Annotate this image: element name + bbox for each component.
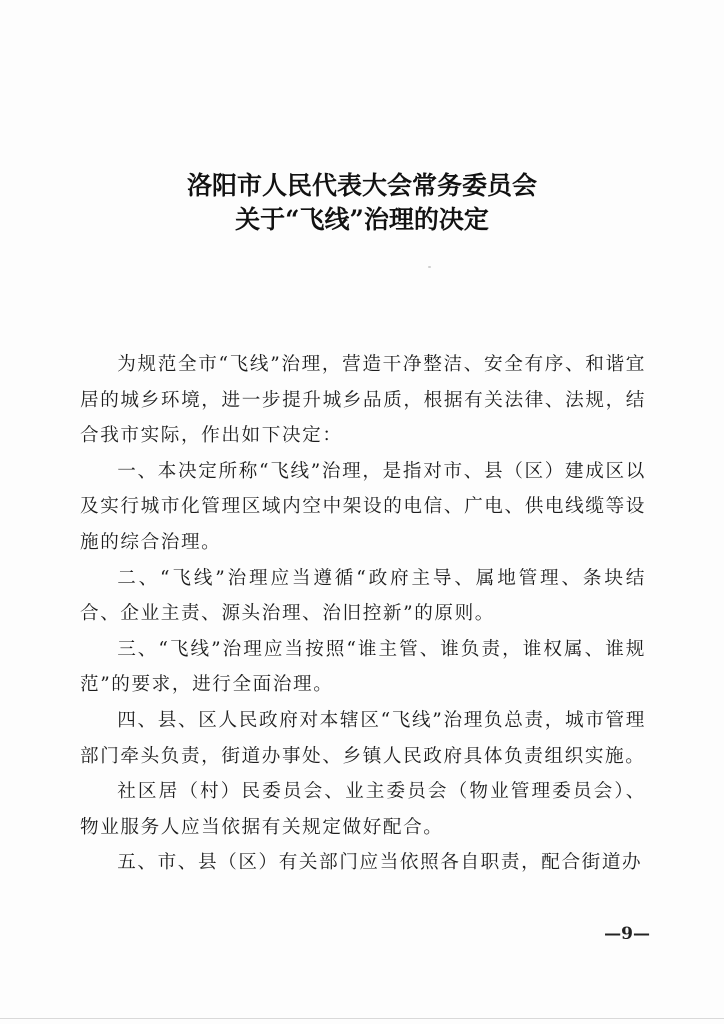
scan-speck: [428, 266, 431, 268]
paragraph-article-4: 四、县、区人民政府对本辖区“飞线”治理负总责，城市管理部门牵头负责，街道办事处、乡镇人民政府具体负责组织实施。: [80, 709, 646, 767]
document-body: [80, 347, 646, 881]
paragraph-article-1: 一、本决定所称“飞线”治理，是指对市、县（区）建成区以及实行城市化管理区域内空中架设的电信、广电、供电线缆等设施的综合治理。: [80, 460, 646, 553]
document-title-line-1: 洛阳市人民代表大会常务委员会: [186, 171, 537, 200]
paragraph-article-3: 三、“飞线”治理应当按照“谁主管、谁负责，谁权属、谁规范”的要求，进行全面治理。: [80, 638, 646, 696]
document-title-line-2: 关于“飞线”治理的决定: [235, 205, 489, 234]
paragraph-article-5: 五、市、县（区）有关部门应当依照各自职责，配合街道办: [117, 852, 643, 874]
paragraph-article-4-cont: 社区居（村）民委员会、业主委员会（物业管理委员会）、物业服务人应当依据有关规定做好配合。: [80, 781, 646, 838]
page-number: —9—: [604, 924, 650, 944]
paragraph-preamble: 为规范全市“飞线”治理，营造干净整洁、安全有序、和谐宜居的城乡环境，进一步提升城乡品质，根据有关法律、法规，结合我市实际，作出如下决定：: [80, 354, 646, 447]
paragraph-article-2: 二、“飞线”治理应当遵循“政府主导、属地管理、条块结合、企业主责、源头治理、治旧控新”的原则。: [80, 567, 646, 625]
scan-edge-line: [0, 1018, 724, 1019]
